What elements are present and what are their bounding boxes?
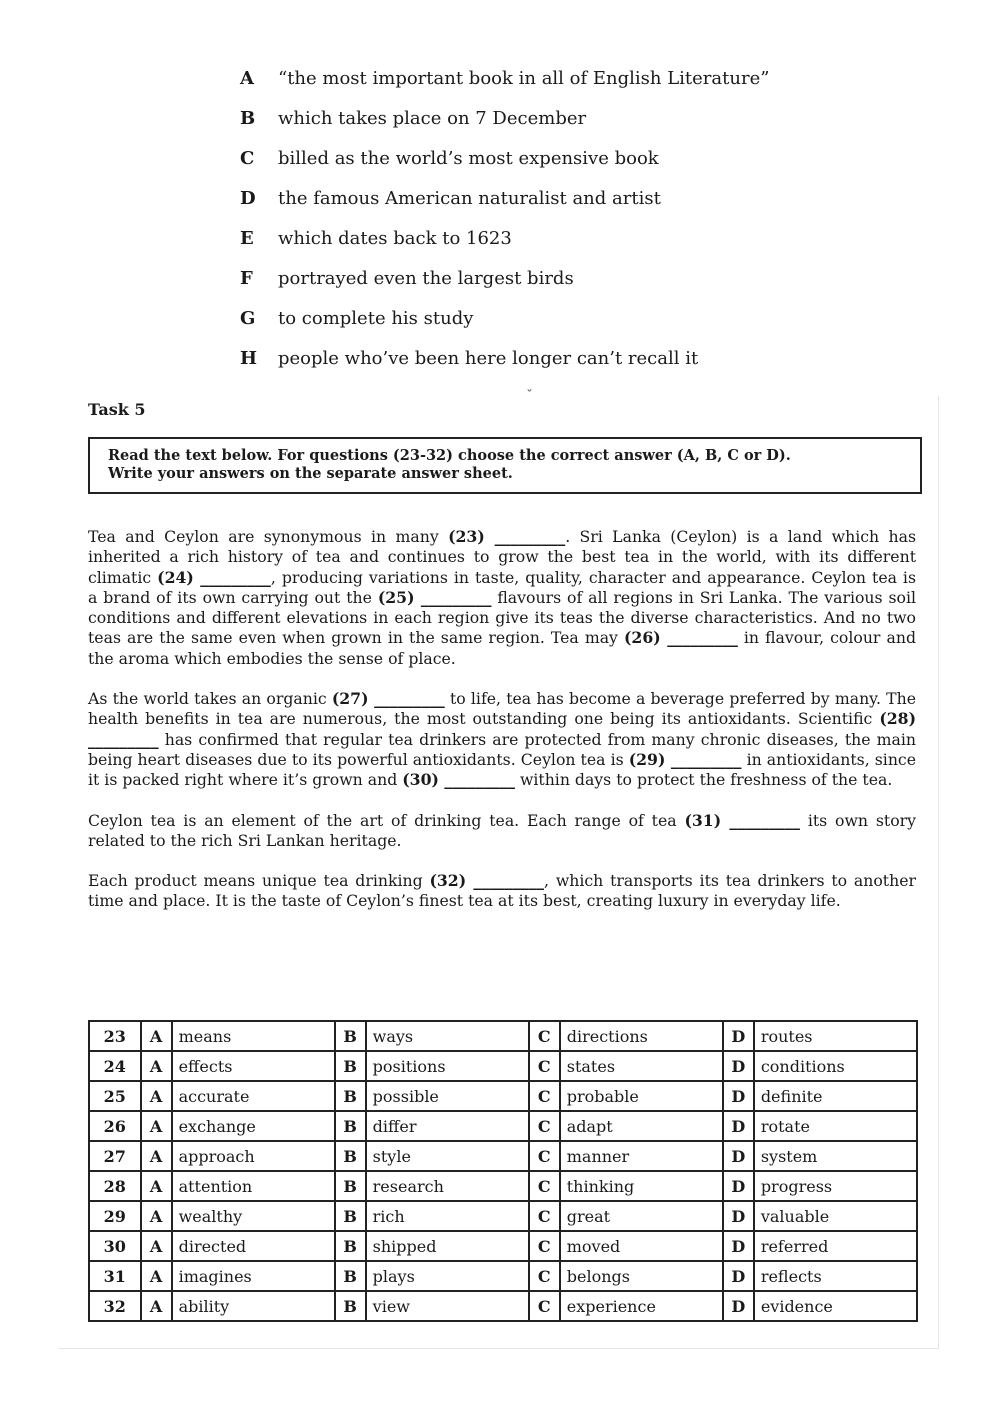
table-row bbox=[89, 1261, 917, 1291]
gap-29: (29) _________ bbox=[628, 749, 742, 769]
option-letter: A bbox=[141, 1081, 172, 1111]
option-letter: B bbox=[335, 1231, 366, 1261]
passage-text: Each product means unique tea drinking bbox=[88, 871, 430, 891]
option-letter: D bbox=[723, 1141, 754, 1171]
option-word: possible bbox=[366, 1081, 529, 1111]
task-title: Task 5 bbox=[88, 400, 146, 419]
instructions-box bbox=[88, 437, 922, 494]
option-word: style bbox=[366, 1141, 529, 1171]
instructions-line-2: Write your answers on the separate answer sheet. bbox=[108, 465, 513, 482]
ending-letter: E bbox=[240, 228, 254, 249]
question-number: 24 bbox=[89, 1051, 141, 1081]
ending-a bbox=[240, 66, 880, 106]
ending-letter: F bbox=[240, 268, 253, 289]
option-word: system bbox=[754, 1141, 917, 1171]
passage-text: Tea and Ceylon are synonymous in many bbox=[88, 527, 449, 546]
ending-text: which dates back to 1623 bbox=[278, 228, 512, 249]
passage-text: its own story related to the rich Sri Lankan heritage. bbox=[88, 810, 917, 850]
option-letter: D bbox=[723, 1171, 754, 1201]
option-letter: D bbox=[723, 1021, 754, 1051]
option-letter: D bbox=[723, 1231, 754, 1261]
option-word: differ bbox=[366, 1111, 529, 1141]
passage-text: in antioxidants, since it is packed right where it’s grown and bbox=[88, 749, 916, 790]
ending-h bbox=[240, 346, 880, 386]
option-letter: D bbox=[723, 1201, 754, 1231]
instructions-line-1: Read the text below. For questions (23-32) choose the correct answer (A, B, C or D). bbox=[108, 447, 791, 464]
ending-letter: C bbox=[240, 148, 255, 169]
option-word: ways bbox=[366, 1021, 529, 1051]
ending-b bbox=[240, 106, 880, 146]
option-letter: C bbox=[529, 1141, 560, 1171]
option-word: shipped bbox=[366, 1231, 529, 1261]
ending-d bbox=[240, 186, 880, 226]
passage-text: Ceylon tea is an element of the art of drinking tea. Each range of tea bbox=[88, 810, 685, 830]
ending-e bbox=[240, 226, 880, 266]
question-number: 23 bbox=[89, 1021, 141, 1051]
ending-text: “the most important book in all of English Literature” bbox=[278, 68, 770, 89]
option-letter: B bbox=[335, 1171, 366, 1201]
option-word: belongs bbox=[560, 1261, 723, 1291]
reading-passage bbox=[88, 527, 916, 932]
option-word: valuable bbox=[754, 1201, 917, 1231]
passage-paragraph-4 bbox=[88, 871, 916, 912]
gap-23: (23) _________ bbox=[448, 527, 566, 546]
table-row bbox=[89, 1231, 917, 1261]
passage-text: has confirmed that regular tea drinkers are protected from many chronic diseases, the main being heart diseases due to its powerful antioxidants. Ceylon tea is bbox=[88, 729, 916, 769]
option-word: probable bbox=[560, 1081, 723, 1111]
question-number: 28 bbox=[89, 1171, 141, 1201]
table-row bbox=[89, 1051, 917, 1081]
option-letter: C bbox=[529, 1081, 560, 1111]
option-word: definite bbox=[754, 1081, 917, 1111]
option-letter: B bbox=[335, 1291, 366, 1321]
option-word: directed bbox=[172, 1231, 335, 1261]
option-word: great bbox=[560, 1201, 723, 1231]
ending-text: billed as the world’s most expensive book bbox=[278, 148, 659, 169]
gap-26: (26) _________ bbox=[623, 628, 738, 648]
option-word: approach bbox=[172, 1141, 335, 1171]
gap-28: (28) _________ bbox=[88, 709, 916, 749]
option-letter: A bbox=[141, 1261, 172, 1291]
ending-letter: A bbox=[240, 68, 254, 89]
ending-f bbox=[240, 266, 880, 306]
gap-25: (25) _________ bbox=[377, 587, 492, 607]
option-letter: B bbox=[335, 1051, 366, 1081]
passage-text: As the world takes an organic bbox=[88, 689, 332, 709]
table-row bbox=[89, 1201, 917, 1231]
option-letter: D bbox=[723, 1051, 754, 1081]
option-word: view bbox=[366, 1291, 529, 1321]
option-word: referred bbox=[754, 1231, 917, 1261]
option-letter: A bbox=[141, 1141, 172, 1171]
passage-text: in flavour, colour and the aroma which embodies the sense of place. bbox=[88, 628, 916, 668]
question-number: 25 bbox=[89, 1081, 141, 1111]
ending-text: to complete his study bbox=[278, 308, 474, 329]
passage-text: within days to protect the freshness of the tea. bbox=[514, 770, 893, 790]
option-letter: C bbox=[529, 1261, 560, 1291]
option-word: thinking bbox=[560, 1171, 723, 1201]
option-letter: A bbox=[141, 1291, 172, 1321]
option-letter: C bbox=[529, 1051, 560, 1081]
option-word: experience bbox=[560, 1291, 723, 1321]
table-row bbox=[89, 1111, 917, 1141]
answer-options-table bbox=[88, 1020, 918, 1322]
question-number: 26 bbox=[89, 1111, 141, 1141]
option-word: rotate bbox=[754, 1111, 917, 1141]
ending-g bbox=[240, 306, 880, 346]
ending-letter: H bbox=[240, 348, 258, 369]
option-word: wealthy bbox=[172, 1201, 335, 1231]
option-letter: D bbox=[723, 1111, 754, 1141]
option-letter: C bbox=[529, 1111, 560, 1141]
option-letter: A bbox=[141, 1171, 172, 1201]
option-word: accurate bbox=[172, 1081, 335, 1111]
option-word: moved bbox=[560, 1231, 723, 1261]
question-number: 32 bbox=[89, 1291, 141, 1321]
option-word: manner bbox=[560, 1141, 723, 1171]
option-letter: B bbox=[335, 1141, 366, 1171]
passage-paragraph-3 bbox=[88, 811, 916, 852]
gap-24: (24) _________ bbox=[157, 567, 271, 587]
option-word: conditions bbox=[754, 1051, 917, 1081]
option-letter: B bbox=[335, 1021, 366, 1051]
ending-text: which takes place on 7 December bbox=[278, 108, 587, 129]
option-letter: A bbox=[141, 1201, 172, 1231]
passage-text: . Sri Lanka (Ceylon) is a land which has inherited a rich history of tea and continues to grow the best tea in the world, with its different climatic bbox=[88, 527, 916, 587]
ending-c bbox=[240, 146, 880, 186]
scan-artifact-mark: ˇ bbox=[526, 388, 533, 404]
ending-text: the famous American naturalist and artist bbox=[278, 188, 661, 209]
option-letter: C bbox=[529, 1021, 560, 1051]
ending-letter: D bbox=[240, 188, 256, 209]
table-row bbox=[89, 1021, 917, 1051]
gap-30: (30) _________ bbox=[402, 770, 515, 790]
passage-text: , producing variations in taste, quality, character and appearance. Ceylon tea is a brand of its own carrying out the bbox=[88, 567, 916, 607]
option-letter: A bbox=[141, 1111, 172, 1141]
table-row bbox=[89, 1171, 917, 1201]
option-letter: A bbox=[141, 1021, 172, 1051]
option-word: attention bbox=[172, 1171, 335, 1201]
option-word: plays bbox=[366, 1261, 529, 1291]
option-letter: A bbox=[141, 1231, 172, 1261]
question-number: 29 bbox=[89, 1201, 141, 1231]
option-word: means bbox=[172, 1021, 335, 1051]
passage-paragraph-2 bbox=[88, 689, 916, 790]
question-number: 27 bbox=[89, 1141, 141, 1171]
option-word: exchange bbox=[172, 1111, 335, 1141]
ending-text: people who’ve been here longer can’t recall it bbox=[278, 348, 699, 369]
option-word: positions bbox=[366, 1051, 529, 1081]
question-number: 30 bbox=[89, 1231, 141, 1261]
gap-31: (31) _________ bbox=[684, 810, 801, 830]
option-word: effects bbox=[172, 1051, 335, 1081]
passage-text: to life, tea has become a beverage preferred by many. The health benefits in tea are numerous, the most outstanding one being its antioxidants. Scientific bbox=[88, 689, 916, 729]
passage-text: , which transports its tea drinkers to another time and place. It is the taste of Ceylon’s finest tea at its best, creating luxury in everyday life. bbox=[88, 871, 916, 911]
ending-letter: B bbox=[240, 108, 256, 129]
option-letter: D bbox=[723, 1291, 754, 1321]
option-word: ability bbox=[172, 1291, 335, 1321]
passage-paragraph-1 bbox=[88, 527, 916, 669]
ending-text: portrayed even the largest birds bbox=[278, 268, 574, 289]
table-row bbox=[89, 1291, 917, 1321]
option-word: research bbox=[366, 1171, 529, 1201]
option-letter: B bbox=[335, 1081, 366, 1111]
gap-32: (32) _________ bbox=[429, 871, 545, 891]
ending-letter: G bbox=[240, 308, 256, 329]
option-letter: A bbox=[141, 1051, 172, 1081]
option-word: directions bbox=[560, 1021, 723, 1051]
option-letter: C bbox=[529, 1201, 560, 1231]
option-letter: D bbox=[723, 1261, 754, 1291]
option-word: reflects bbox=[754, 1261, 917, 1291]
option-letter: C bbox=[529, 1171, 560, 1201]
option-letter: B bbox=[335, 1111, 366, 1141]
passage-text: flavours of all regions in Sri Lanka. The various soil conditions and different elevations in each region give its teas the diverse characteristics. And no two teas are the same even when grown in the same region. Tea may bbox=[88, 587, 917, 648]
option-word: progress bbox=[754, 1171, 917, 1201]
table-row bbox=[89, 1081, 917, 1111]
option-word: imagines bbox=[172, 1261, 335, 1291]
gap-27: (27) _________ bbox=[331, 689, 445, 709]
option-word: routes bbox=[754, 1021, 917, 1051]
option-word: adapt bbox=[560, 1111, 723, 1141]
option-letter: D bbox=[723, 1081, 754, 1111]
option-letter: B bbox=[335, 1201, 366, 1231]
question-number: 31 bbox=[89, 1261, 141, 1291]
option-word: evidence bbox=[754, 1291, 917, 1321]
sentence-endings-list bbox=[240, 66, 880, 386]
option-letter: C bbox=[529, 1231, 560, 1261]
option-letter: B bbox=[335, 1261, 366, 1291]
table-row bbox=[89, 1141, 917, 1171]
option-word: rich bbox=[366, 1201, 529, 1231]
option-letter: C bbox=[529, 1291, 560, 1321]
option-word: states bbox=[560, 1051, 723, 1081]
